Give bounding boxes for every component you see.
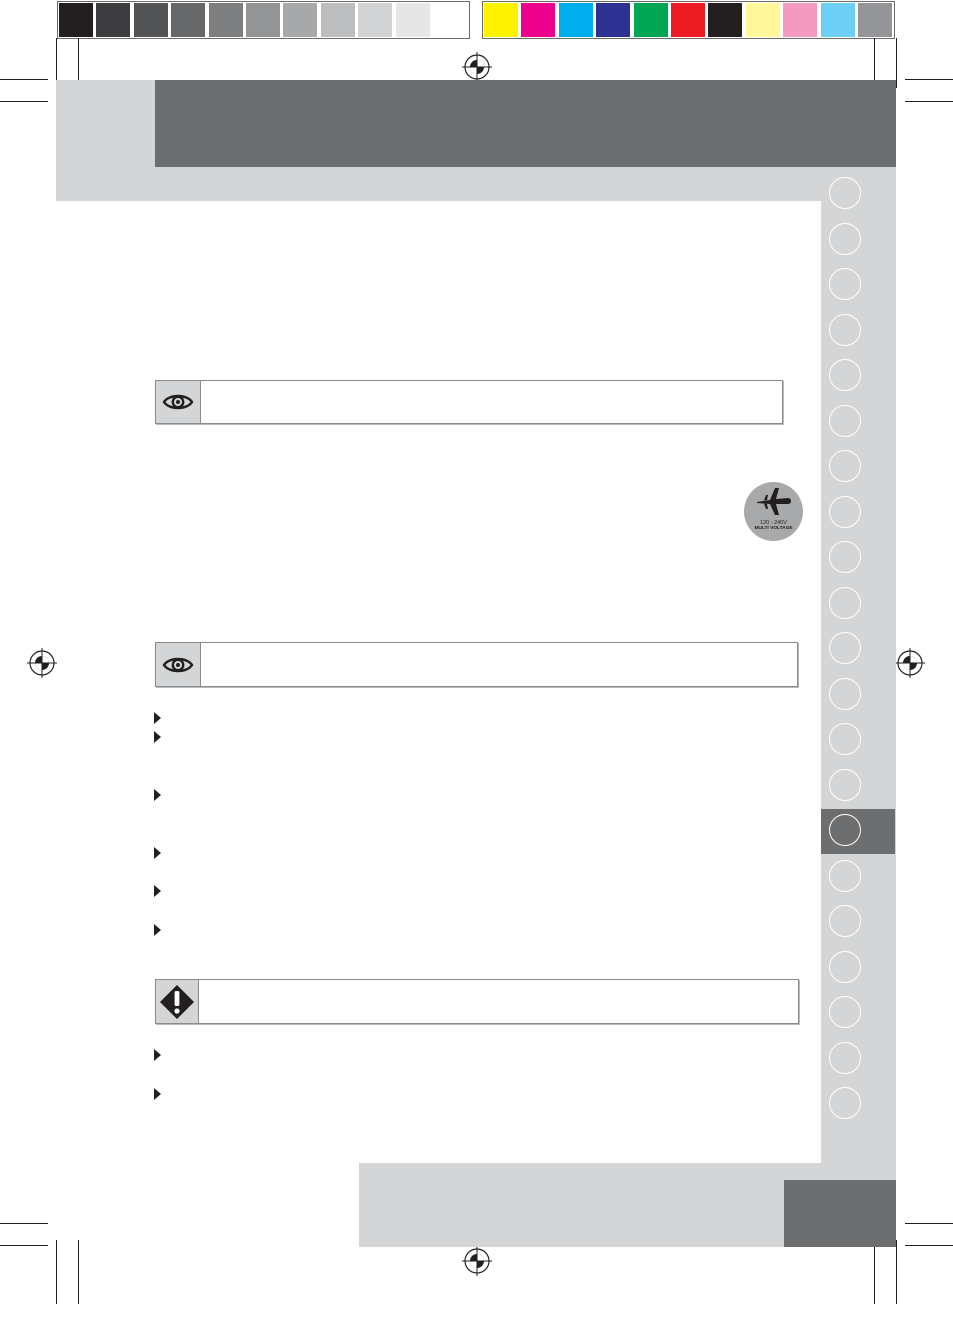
warning-box <box>155 979 799 1024</box>
gray-swatch <box>209 3 243 37</box>
crop-mark <box>0 1223 48 1224</box>
warning-icon <box>159 984 195 1020</box>
crop-mark <box>905 1223 953 1224</box>
crop-mark <box>905 79 953 80</box>
color-swatch <box>708 3 742 37</box>
color-swatch <box>858 3 892 37</box>
airplane-icon <box>754 484 794 520</box>
gray-swatch <box>283 3 317 37</box>
registration-mark-icon <box>895 648 925 678</box>
language-tab[interactable] <box>829 1087 861 1119</box>
crop-mark <box>0 1245 48 1246</box>
language-tab[interactable] <box>829 723 861 755</box>
color-swatch <box>783 3 817 37</box>
gray-swatch <box>134 3 168 37</box>
crop-mark <box>905 1245 953 1246</box>
bullet-marker <box>154 885 161 897</box>
crop-mark <box>896 38 897 88</box>
crop-mark <box>56 1240 57 1304</box>
warning-icon-cell <box>156 980 199 1023</box>
gray-swatch <box>396 3 430 37</box>
language-tab[interactable] <box>829 405 861 437</box>
language-tab[interactable] <box>829 587 861 619</box>
bullet-marker <box>154 1049 161 1061</box>
language-tab[interactable] <box>829 496 861 528</box>
language-tab[interactable] <box>829 814 861 846</box>
page-number-block <box>784 1180 896 1247</box>
crop-mark <box>905 101 953 102</box>
gray-swatch <box>59 3 93 37</box>
language-tab[interactable] <box>829 314 861 346</box>
note-box <box>155 380 783 424</box>
color-swatch <box>821 3 855 37</box>
header-title-bar <box>155 80 896 167</box>
language-tab[interactable] <box>829 905 861 937</box>
language-tab[interactable] <box>829 769 861 801</box>
color-swatch <box>521 3 555 37</box>
gray-swatch <box>358 3 392 37</box>
language-tab[interactable] <box>829 860 861 892</box>
crop-mark <box>0 79 48 80</box>
gray-swatch <box>171 3 205 37</box>
language-tab[interactable] <box>829 951 861 983</box>
language-tab[interactable] <box>829 223 861 255</box>
multi-voltage-badge <box>744 482 803 541</box>
eye-icon <box>162 391 194 413</box>
registration-mark-icon <box>27 648 57 678</box>
language-tab[interactable] <box>829 1042 861 1074</box>
bullet-marker <box>154 789 161 801</box>
language-tab[interactable] <box>829 632 861 664</box>
language-tab[interactable] <box>829 268 861 300</box>
crop-mark <box>896 1240 897 1304</box>
color-swatch <box>559 3 593 37</box>
crop-mark <box>0 101 48 102</box>
language-tab[interactable] <box>829 450 861 482</box>
note-icon-cell <box>156 643 201 686</box>
language-tab[interactable] <box>829 678 861 710</box>
registration-mark-icon <box>462 1246 492 1276</box>
color-swatch <box>671 3 705 37</box>
note-icon-cell <box>156 381 201 423</box>
gray-swatch <box>433 3 467 37</box>
gray-swatch <box>321 3 355 37</box>
gray-swatch <box>96 3 130 37</box>
language-tab[interactable] <box>829 541 861 573</box>
color-swatch <box>484 3 518 37</box>
note-box <box>155 642 798 687</box>
color-swatch <box>596 3 630 37</box>
language-tab[interactable] <box>829 996 861 1028</box>
voltage-range: 120 - 240V <box>760 520 787 526</box>
bullet-marker <box>154 712 161 724</box>
eye-icon <box>162 654 194 676</box>
registration-mark-icon <box>462 52 492 82</box>
language-tab[interactable] <box>829 359 861 391</box>
bullet-marker <box>154 924 161 936</box>
color-swatch <box>634 3 668 37</box>
bullet-marker <box>154 1088 161 1100</box>
voltage-label: MULTI VOLTAGE <box>754 526 793 531</box>
gray-swatch <box>246 3 280 37</box>
crop-mark <box>874 1240 875 1304</box>
color-swatch <box>746 3 780 37</box>
crop-mark <box>78 1240 79 1304</box>
bullet-marker <box>154 847 161 859</box>
language-tab[interactable] <box>829 177 861 209</box>
bullet-marker <box>154 731 161 743</box>
